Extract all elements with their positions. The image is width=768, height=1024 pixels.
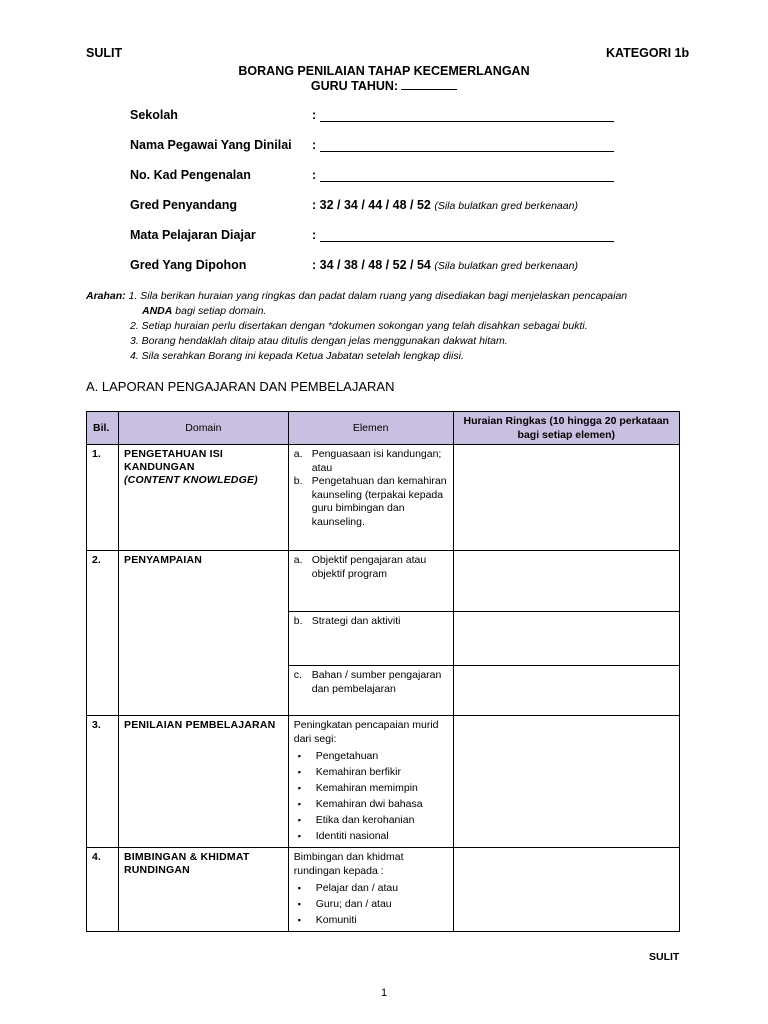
domain-cell [118, 445, 288, 551]
instructions-label: Arahan: [86, 290, 126, 302]
table-row [87, 445, 680, 551]
gred-dipohon-note: (Sila bulatkan gred berkenaan) [434, 260, 578, 272]
field-label-mata-pelajaran: Mata Pelajaran Diajar [130, 228, 256, 242]
list-item-text: Komuniti [315, 914, 357, 926]
field-colon: : [312, 138, 317, 152]
column-header-domain: Domain [118, 412, 288, 445]
field-label-sekolah: Sekolah [130, 108, 178, 122]
huraian-input-cell[interactable] [453, 848, 679, 932]
row-number: 3. [87, 716, 119, 848]
field-colon: : [312, 108, 317, 122]
evaluation-table [86, 411, 680, 932]
square-bullet-icon: ▪ [297, 883, 301, 893]
element-cell [288, 666, 453, 716]
instruction-emphasis: ANDA [142, 305, 173, 317]
list-item-text: Kemahiran berfikir [315, 766, 401, 778]
list-item-text: Kemahiran dwi bahasa [315, 798, 423, 810]
year-label: GURU TAHUN: [310, 79, 399, 93]
column-header-elemen: Elemen [288, 412, 453, 445]
element-bullet-list [294, 880, 448, 928]
list-item [294, 780, 448, 796]
element-text: Pengetahuan dan kemahiran kaunseling (terpakai kepada guru bimbingan dan kaunseling. [311, 475, 447, 528]
element-item [294, 615, 448, 629]
table-row [87, 716, 680, 848]
gred-penyandang-options[interactable] [312, 198, 578, 212]
field-label-kad-pengenalan: No. Kad Pengenalan [130, 168, 251, 182]
list-item [294, 880, 448, 896]
element-marker: b. [293, 615, 303, 627]
domain-cell [118, 551, 288, 716]
list-item [294, 896, 448, 912]
square-bullet-icon: ▪ [297, 767, 301, 777]
list-item [294, 828, 448, 844]
element-marker: a. [293, 448, 303, 460]
row-number: 2. [87, 551, 119, 716]
field-label-gred-dipohon: Gred Yang Dipohon [130, 258, 247, 272]
list-item [294, 812, 448, 828]
list-item-text: Identiti nasional [315, 830, 389, 842]
element-marker: b. [293, 475, 303, 487]
column-header-huraian: Huraian Ringkas (10 hingga 20 perkataan bagi setiap elemen) [453, 412, 679, 445]
instructions [86, 289, 686, 364]
element-cell [288, 445, 453, 551]
square-bullet-icon: ▪ [297, 815, 301, 825]
square-bullet-icon: ▪ [297, 831, 301, 841]
element-item [294, 448, 448, 475]
kad-pengenalan-input-line[interactable] [320, 180, 614, 182]
instruction-text: bagi setiap domain. [175, 305, 267, 317]
list-item [294, 748, 448, 764]
huraian-input-cell[interactable] [453, 716, 679, 848]
field-label-gred-penyandang: Gred Penyandang [130, 198, 237, 212]
element-marker: c. [293, 669, 302, 681]
form-subtitle [0, 78, 768, 93]
table-row [87, 551, 680, 612]
element-cell [288, 551, 453, 612]
field-colon: : [312, 258, 317, 272]
instruction-1-continued [86, 304, 686, 319]
element-marker: a. [293, 554, 303, 566]
element-bullet-list [294, 748, 448, 844]
element-cell [288, 612, 453, 666]
footer-classification-label: SULIT [649, 951, 680, 963]
huraian-input-cell[interactable] [453, 445, 679, 551]
instruction-3: 3. Borang hendaklah ditaip atau ditulis dengan jelas menggunakan dakwat hitam. [130, 335, 508, 347]
field-label-nama-pegawai: Nama Pegawai Yang Dinilai [130, 138, 292, 152]
table-header-row [87, 412, 680, 445]
element-text: Objektif pengajaran atau objektif program [311, 554, 427, 580]
instruction-2: 2. Setiap huraian perlu disertakan dengan *dokumen sokongan yang telah disahkan sebagai bukti. [130, 320, 588, 332]
huraian-input-cell[interactable] [453, 612, 679, 666]
element-intro: Peningkatan pencapaian murid dari segi: [293, 719, 439, 745]
domain-cell [118, 848, 288, 932]
element-intro: Bimbingan dan khidmat rundingan kepada : [293, 851, 404, 877]
page-number: 1 [380, 987, 388, 999]
domain-label: PENYAMPAIAN [123, 554, 203, 566]
list-item-text: Etika dan kerohanian [315, 814, 415, 826]
list-item [294, 764, 448, 780]
square-bullet-icon: ▪ [297, 783, 301, 793]
square-bullet-icon: ▪ [297, 915, 301, 925]
domain-subtitle: (CONTENT KNOWLEDGE) [123, 474, 258, 486]
gred-penyandang-values[interactable]: 32 / 34 / 44 / 48 / 52 [319, 198, 431, 212]
field-colon: : [312, 168, 317, 182]
section-a-heading: A. LAPORAN PENGAJARAN DAN PEMBELAJARAN [86, 379, 395, 394]
form-title: BORANG PENILAIAN TAHAP KECEMERLANGAN [238, 64, 530, 78]
instruction-1 [86, 289, 686, 304]
huraian-input-cell[interactable] [453, 666, 679, 716]
table-row [87, 848, 680, 932]
square-bullet-icon: ▪ [297, 899, 301, 909]
list-item-text: Pengetahuan [315, 750, 379, 762]
instruction-4: 4. Sila serahkan Borang ini kepada Ketua Jabatan setelah lengkap diisi. [130, 350, 464, 362]
element-item [294, 669, 448, 696]
field-colon: : [312, 228, 317, 242]
category-label: KATEGORI 1b [606, 46, 690, 60]
square-bullet-icon: ▪ [297, 751, 301, 761]
element-cell [288, 848, 453, 932]
element-item [294, 554, 448, 581]
list-item [294, 912, 448, 928]
classification-label: SULIT [86, 46, 123, 60]
element-text: Bahan / sumber pengajaran dan pembelajaran [311, 669, 442, 695]
list-item-text: Pelajar dan / atau [315, 882, 399, 894]
element-item [294, 475, 448, 529]
row-number: 4. [87, 848, 119, 932]
element-text: Strategi dan aktiviti [311, 615, 401, 627]
mata-pelajaran-input-line[interactable] [320, 240, 614, 242]
gred-dipohon-values[interactable]: 34 / 38 / 48 / 52 / 54 [319, 258, 431, 272]
instruction-text: 1. Sila berikan huraian yang ringkas dan padat dalam ruang yang disediakan bagi menjelaskan pencapaian [128, 290, 628, 302]
row-number: 1. [87, 445, 119, 551]
column-header-bil: Bil. [87, 412, 119, 445]
list-item-text: Kemahiran memimpin [315, 782, 418, 794]
nama-pegawai-input-line[interactable] [320, 150, 614, 152]
huraian-input-cell[interactable] [453, 551, 679, 612]
square-bullet-icon: ▪ [297, 799, 301, 809]
element-cell [288, 716, 453, 848]
domain-label: PENGETAHUAN ISI KANDUNGAN [123, 448, 224, 473]
list-item [294, 796, 448, 812]
element-text: Penguasaan isi kandungan; atau [311, 448, 442, 474]
sekolah-input-line[interactable] [320, 120, 614, 122]
gred-dipohon-options[interactable] [312, 258, 578, 272]
year-blank-field[interactable] [401, 78, 457, 90]
domain-label: PENILAIAN PEMBELAJARAN [123, 719, 276, 731]
field-colon: : [312, 198, 317, 212]
domain-cell [118, 716, 288, 848]
gred-penyandang-note: (Sila bulatkan gred berkenaan) [434, 200, 578, 212]
domain-label: BIMBINGAN & KHIDMAT RUNDINGAN [123, 851, 250, 876]
list-item-text: Guru; dan / atau [315, 898, 392, 910]
